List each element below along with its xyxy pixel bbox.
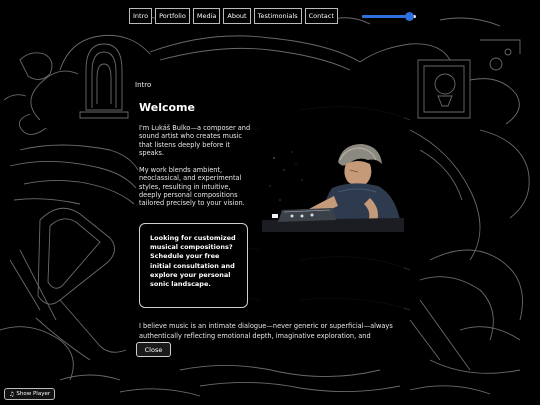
top-nav — [129, 8, 338, 24]
artist-photo — [262, 140, 404, 232]
consultation-callout — [139, 223, 248, 308]
nav-contact-button[interactable]: Contact — [305, 8, 338, 24]
volume-fill — [362, 15, 409, 18]
nav-testimonials-button[interactable]: Testimonials — [254, 8, 302, 24]
welcome-heading: Welcome — [139, 101, 195, 114]
nav-portfolio-button[interactable]: Portfolio — [155, 8, 190, 24]
intro-paragraph-3: I believe music is an intimate dialogue—never generic or superficial—always authentically reflecting emotional depth, imaginative exploration, and — [139, 322, 393, 340]
volume-slider[interactable] — [362, 12, 416, 22]
intro-paragraph-2: My work blends ambient, neoclassical, and experimental styles, resulting in intuitive, deeply personal compositions tailored precisely to your vision. — [139, 166, 245, 208]
intro-panel — [131, 79, 407, 367]
consultation-callout-text: Looking for customized musical compositions? Schedule your free initial consultation and explore your personal sonic landscape. — [150, 234, 236, 289]
panel-tab-label: Intro — [135, 81, 152, 89]
nav-about-button[interactable]: About — [223, 8, 250, 24]
nav-media-button[interactable]: Media — [193, 8, 221, 24]
close-button[interactable]: Close — [136, 342, 171, 357]
intro-paragraph-1: I'm Lukáš Bulko—a composer and sound artist who creates music that listens deeply before it speaks. — [139, 124, 251, 157]
panel-body — [139, 95, 404, 342]
nav-intro-button[interactable]: Intro — [129, 8, 152, 24]
show-player-button[interactable] — [4, 388, 55, 400]
show-player-label: Show Player — [16, 391, 51, 397]
music-note-icon: ♫ — [9, 390, 15, 398]
volume-thumb[interactable] — [405, 12, 414, 21]
